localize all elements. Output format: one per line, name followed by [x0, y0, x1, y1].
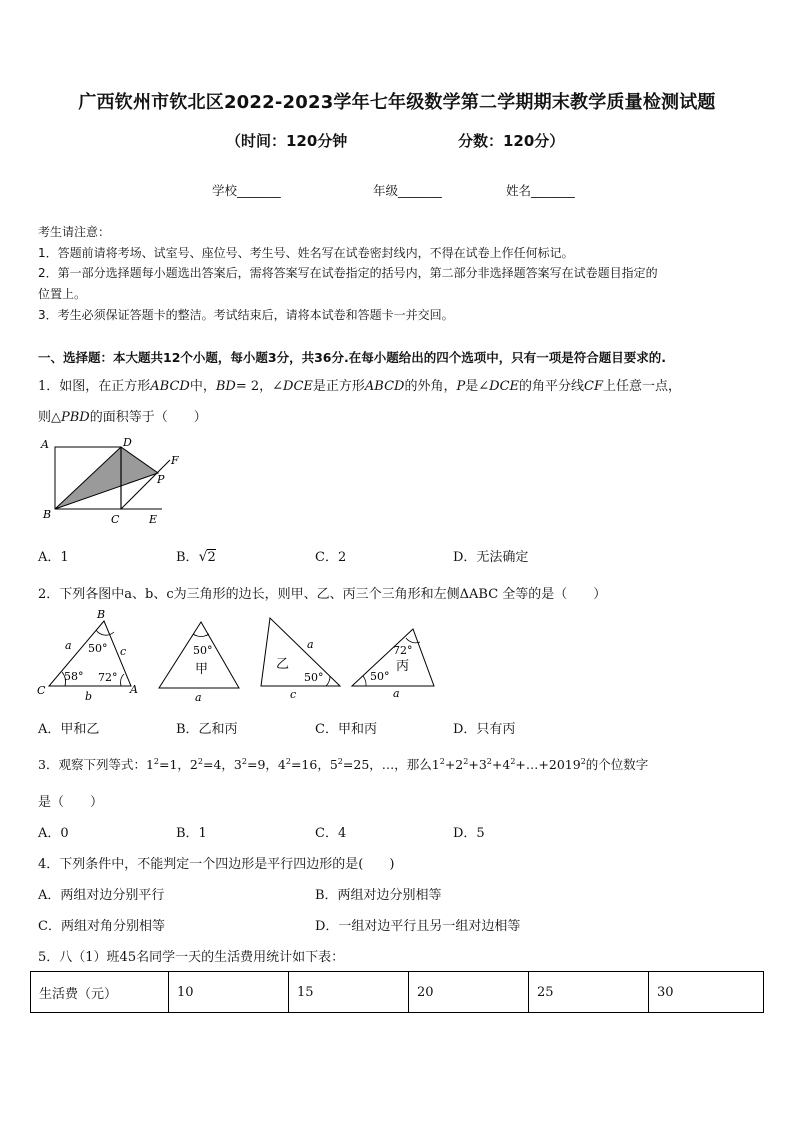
- table-cell: 25: [529, 972, 649, 1013]
- svg-text:72°: 72°: [98, 671, 118, 684]
- q1-option-a: A．1: [38, 550, 69, 565]
- label-c: C: [111, 513, 120, 526]
- label-b: B: [43, 508, 52, 521]
- svg-text:c: c: [120, 645, 127, 658]
- svg-text:C: C: [37, 684, 46, 697]
- q2-option-b: B．乙和丙: [176, 722, 238, 737]
- q3-option-d: D．5: [453, 826, 485, 841]
- q2-option-d: D．只有丙: [453, 722, 516, 737]
- svg-text:50°: 50°: [370, 670, 390, 683]
- table-cell: 10: [169, 972, 289, 1013]
- notice-title: 考生请注意：: [38, 225, 111, 239]
- label-a: A: [41, 438, 49, 451]
- name-field: 姓名_______: [506, 183, 575, 198]
- q4-option-d: D．一组对边平行且另一组对边相等: [315, 919, 521, 934]
- svg-text:50°: 50°: [193, 644, 213, 657]
- q1-option-d: D．无法确定: [453, 550, 529, 565]
- grade-field: 年级_______: [373, 183, 442, 198]
- svg-text:58°: 58°: [64, 670, 84, 683]
- svg-text:72°: 72°: [393, 644, 413, 657]
- q4-option-a: A．两组对边分别平行: [38, 888, 165, 903]
- q1-option-b: B．√2: [176, 549, 216, 565]
- question-3-text: 3．观察下列等式：$1^2=1$，$2^2=4$，$3^2=9$，$4^2=16$，$5^2=25$，…，那么$1^2+2^2+3^2+4^2+\dots+2019^2$的个位数字: [38, 756, 649, 772]
- q2-option-c: C．甲和丙: [315, 722, 377, 737]
- table-cell: 20: [409, 972, 529, 1013]
- svg-text:A: A: [130, 683, 138, 696]
- svg-text:乙: 乙: [276, 657, 290, 672]
- label-f: F: [171, 454, 179, 467]
- q2-option-a: A．甲和乙: [38, 722, 100, 737]
- notice-item-1: 1．答题前请将考场、试室号、座位号、考生号、姓名写在试卷密封线内，不得在试卷上作任何标记。: [38, 246, 574, 260]
- q1-option-c: C．2: [315, 550, 347, 565]
- exam-title: 广西钦州市钦北区2022-2023学年七年级数学第二学期期末教学质量检测试题: [78, 92, 716, 113]
- table-cell: 30: [649, 972, 764, 1013]
- table-cell: 15: [289, 972, 409, 1013]
- svg-text:丙: 丙: [396, 659, 410, 674]
- triangle-yi: [261, 618, 340, 701]
- section-heading: 一、选择题：本大题共12个小题，每小题3分，共36分.在每小题给出的四个选项中，只有一项是符合题目要求的.: [38, 350, 666, 365]
- table-row: [31, 972, 764, 1013]
- table-cell: 生活费（元）: [31, 972, 169, 1013]
- school-field: 学校_______: [212, 183, 281, 198]
- q4-option-c: C．两组对角分别相等: [38, 919, 165, 934]
- svg-text:a: a: [307, 638, 314, 651]
- label-e: E: [149, 513, 158, 526]
- svg-text:甲: 甲: [195, 662, 209, 677]
- question-4-text: 4．下列条件中，不能判定一个四边形是平行四边形的是( ): [38, 857, 395, 872]
- svg-text:a: a: [195, 691, 202, 704]
- notice-item-3: 3．考生必须保证答题卡的整洁。考试结束后，请将本试卷和答题卡一并交回。: [38, 308, 454, 322]
- living-expense-table: [30, 971, 764, 1013]
- svg-text:c: c: [290, 688, 297, 701]
- exam-time: （时间：120分钟: [226, 132, 348, 150]
- svg-text:a: a: [393, 687, 400, 700]
- triangle-pbd: [55, 447, 158, 509]
- q4-option-b: B．两组对边分别相等: [315, 888, 442, 903]
- label-p: P: [157, 473, 165, 486]
- svg-text:B: B: [97, 608, 106, 621]
- question-1-figure: [36, 436, 186, 528]
- q3-option-a: A．0: [38, 826, 69, 841]
- exam-score: 分数：120分）: [458, 132, 565, 150]
- svg-text:b: b: [85, 690, 93, 703]
- triangle-bing: [352, 629, 434, 700]
- question-1-text: 1．如图，在正方形ABCD中，BD= 2，∠DCE是正方形ABCD的外角，P是∠DCE的角平分线CF上任意一点，: [38, 379, 682, 394]
- label-d: D: [123, 436, 132, 449]
- question-2-figure: [30, 604, 450, 704]
- notice-item-2: 2．第一部分选择题每小题选出答案后，需将答案写在试卷指定的括号内，第二部分非选择题答案写在试卷题目指定的: [38, 266, 658, 280]
- svg-text:50°: 50°: [304, 671, 324, 684]
- triangle-abc: [37, 608, 138, 703]
- svg-text:50°: 50°: [88, 642, 108, 655]
- q3-option-c: C．4: [315, 826, 347, 841]
- sqrt-icon: √: [198, 549, 208, 565]
- question-5-text: 5．八（1）班45名同学一天的生活费用统计如下表：: [38, 950, 345, 965]
- question-3-text-line2: 是（ ）: [38, 795, 104, 810]
- question-2-text: 2．下列各图中a、b、c为三角形的边长，则甲、乙、丙三个三角形和左侧ΔABC 全等的是（ ）: [38, 587, 607, 602]
- q3-option-b: B．1: [176, 826, 207, 841]
- notice-item-2-cont: 位置上。: [38, 287, 87, 301]
- svg-text:a: a: [65, 639, 72, 652]
- triangle-jia: [159, 622, 239, 704]
- question-1-text-line2: 则△PBD的面积等于（ ）: [38, 410, 207, 425]
